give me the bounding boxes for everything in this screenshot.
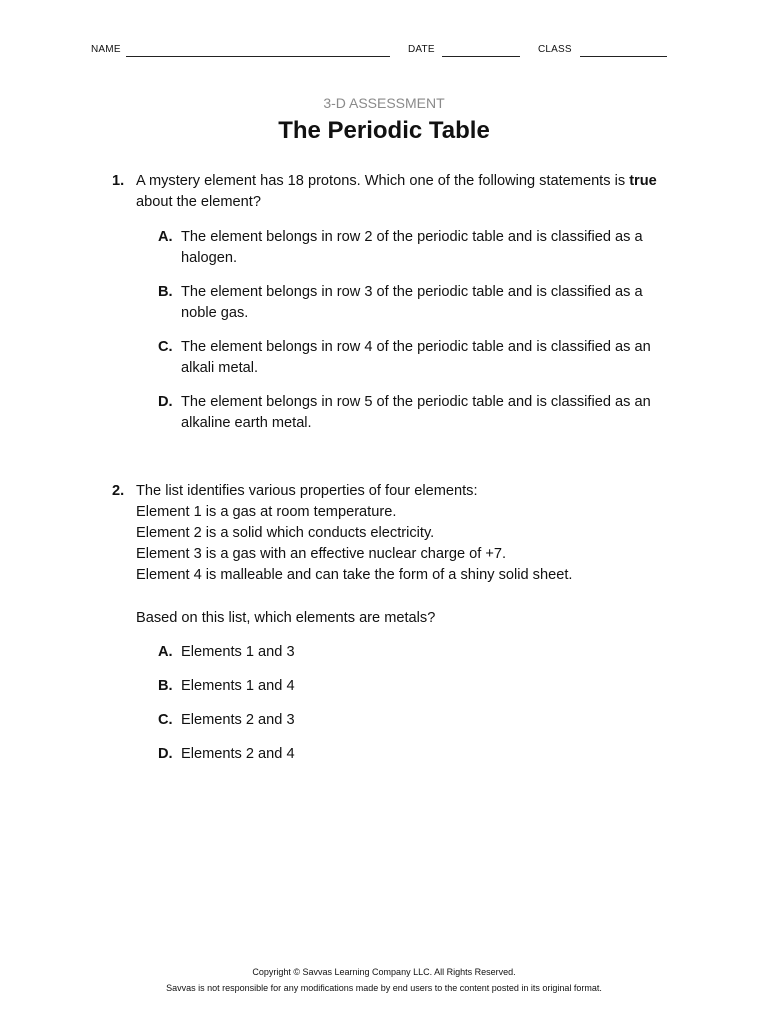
date-blank-line[interactable] bbox=[442, 56, 520, 57]
page-title: The Periodic Table bbox=[278, 117, 490, 144]
question-stem bbox=[136, 171, 682, 213]
answer-choice-a[interactable] bbox=[158, 642, 682, 663]
choice-text: Elements 2 and 3 bbox=[181, 712, 295, 728]
disclaimer-line: Savvas is not responsible for any modifications made by end users to the content posted in its original format. bbox=[166, 983, 602, 993]
question-number: 1. bbox=[112, 173, 125, 189]
date-label: DATE bbox=[408, 44, 435, 55]
choice-letter: C. bbox=[158, 712, 173, 728]
question-prompt: Based on this list, which elements are metals? bbox=[136, 610, 436, 626]
choice-text: The element belongs in row 3 of the periodic table and is classified as a noble gas. bbox=[181, 284, 643, 321]
question-2 bbox=[112, 481, 682, 778]
question-1 bbox=[112, 171, 682, 447]
class-label: CLASS bbox=[538, 44, 572, 55]
stem-emphasis: true bbox=[629, 173, 657, 189]
choice-text: The element belongs in row 5 of the periodic table and is classified as an alkaline earth metal. bbox=[181, 394, 651, 431]
property-line: Element 1 is a gas at room temperature. bbox=[136, 504, 397, 520]
property-line: Element 2 is a solid which conducts electricity. bbox=[136, 525, 435, 541]
class-blank-line[interactable] bbox=[580, 56, 667, 57]
copyright-footer bbox=[0, 964, 768, 996]
choice-letter: A. bbox=[158, 229, 173, 245]
answer-choices bbox=[158, 642, 682, 765]
answer-choices bbox=[158, 227, 682, 434]
assessment-kicker: 3-D ASSESSMENT bbox=[323, 95, 445, 111]
choice-text: Elements 1 and 3 bbox=[181, 644, 295, 660]
question-number: 2. bbox=[112, 483, 125, 499]
stem-text-end: about the element? bbox=[136, 194, 261, 210]
choice-letter: B. bbox=[158, 284, 173, 300]
copyright-line: Copyright © Savvas Learning Company LLC. All Rights Reserved. bbox=[252, 967, 516, 977]
choice-text: The element belongs in row 4 of the periodic table and is classified as an alkali metal. bbox=[181, 339, 651, 376]
answer-choice-b[interactable] bbox=[158, 282, 682, 324]
name-label: NAME bbox=[91, 44, 121, 55]
choice-letter: D. bbox=[158, 394, 173, 410]
choice-text: The element belongs in row 2 of the periodic table and is classified as a halogen. bbox=[181, 229, 643, 266]
answer-choice-c[interactable] bbox=[158, 710, 682, 731]
choice-letter: A. bbox=[158, 644, 173, 660]
choice-text: Elements 1 and 4 bbox=[181, 678, 295, 694]
choice-text: Elements 2 and 4 bbox=[181, 746, 295, 762]
question-stem bbox=[136, 481, 682, 629]
student-info-header bbox=[91, 44, 671, 60]
answer-choice-b[interactable] bbox=[158, 676, 682, 697]
answer-choice-c[interactable] bbox=[158, 337, 682, 379]
answer-choice-a[interactable] bbox=[158, 227, 682, 269]
stem-text: A mystery element has 18 protons. Which one of the following statements is bbox=[136, 173, 630, 189]
answer-choice-d[interactable] bbox=[158, 392, 682, 434]
name-blank-line[interactable] bbox=[126, 56, 390, 57]
stem-line: The list identifies various properties of four elements: bbox=[136, 483, 478, 499]
answer-choice-d[interactable] bbox=[158, 744, 682, 765]
property-line: Element 4 is malleable and can take the form of a shiny solid sheet. bbox=[136, 567, 573, 583]
choice-letter: C. bbox=[158, 339, 173, 355]
choice-letter: D. bbox=[158, 746, 173, 762]
property-line: Element 3 is a gas with an effective nuclear charge of +7. bbox=[136, 546, 507, 562]
choice-letter: B. bbox=[158, 678, 173, 694]
